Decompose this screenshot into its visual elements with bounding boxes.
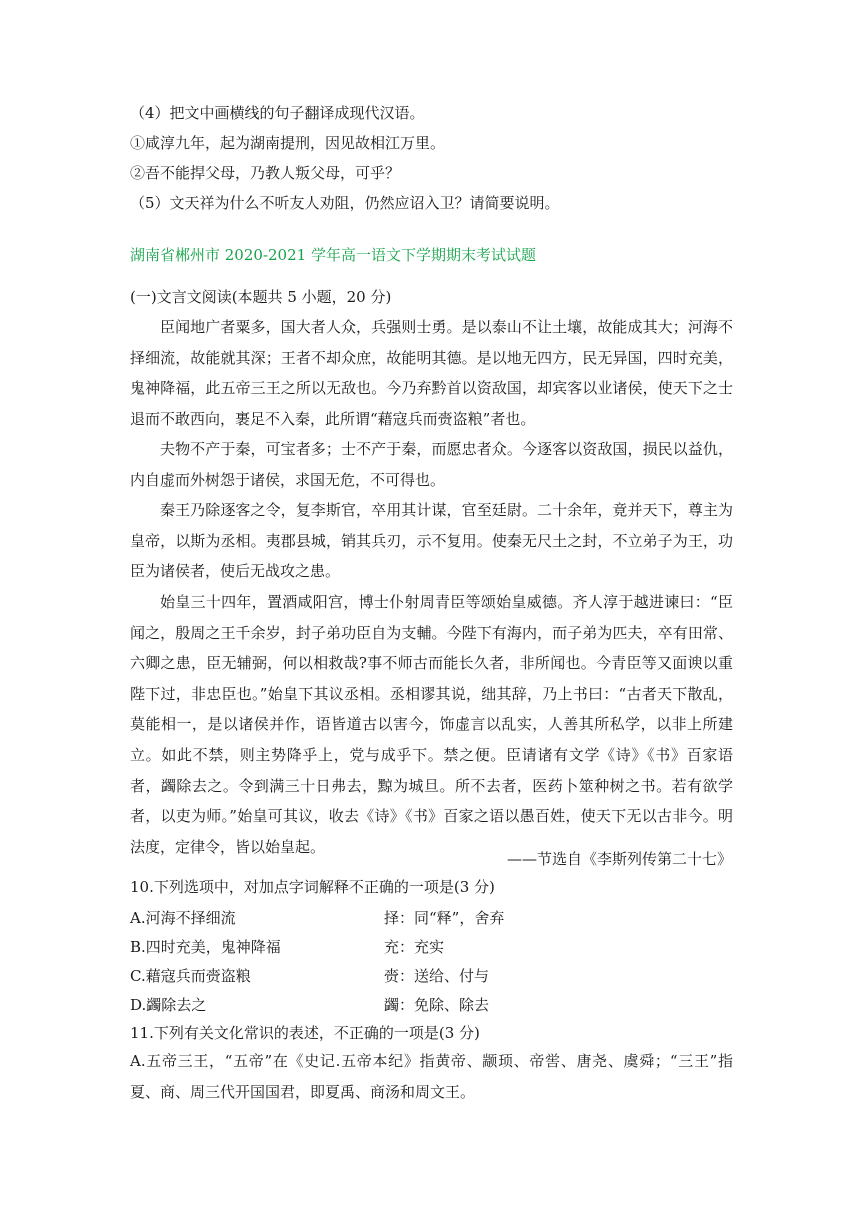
question-4: （4）把文中画横线的句子翻译成现代汉语。 <box>130 104 425 122</box>
q10-option-d: D.蠲除去之 <box>130 996 207 1014</box>
passage-paragraph-3: 秦王乃除逐客之令，复李斯官，卒用其计谋，官至廷尉。二十余年，竟并天下，尊主为皇帝，以斯为丞相。夷郡县城，销其兵刃，示不复用。使秦无尺土之封，不立弟子为王，功臣为诸侯者，使后无战攻之患。 <box>130 501 733 581</box>
q10-option-b-gloss: 充：充实 <box>384 938 445 956</box>
section-title: 湖南省郴州市 2020-2021 学年高一语文下学期期末考试试题 <box>130 246 536 264</box>
q10-option-a: A.河海不择细流 <box>130 909 236 927</box>
passage-paragraph-1: 臣闻地广者粟多，国大者人众，兵强则士勇。是以泰山不让土壤，故能成其大；河海不择细流，故能就其深；王者不却众庶，故能明其德。是以地无四方，民无异国，四时充美，鬼神降福，此五帝三王之所以无敌也。今乃弃黔首以资敌国，却宾客以业诸侯，使天下之士退而不敢西向，裹足不入秦，此所谓“藉寇兵而赍盗粮”者也。 <box>130 318 733 428</box>
question-4-sentence-2: ②吾不能捍父母，乃教人叛父母，可乎？ <box>130 164 401 182</box>
source-citation: ——节选自《李斯列传第二十七》 <box>506 850 732 868</box>
q10-option-c: C.藉寇兵而赍盗粮 <box>130 967 251 985</box>
passage-paragraph-2: 夫物不产于秦，可宝者多；士不产于秦，而愿忠者众。今逐客以资敌国，损民以益仇，内自虚而外树怨于诸侯，求国无危，不可得也。 <box>130 440 733 489</box>
part-heading: (一)文言文阅读(本题共 5 小题，20 分) <box>130 288 392 306</box>
q10-option-a-gloss: 择：同“释”，舍弃 <box>384 909 505 927</box>
q10-option-d-gloss: 蠲：免除、除去 <box>384 996 490 1014</box>
q10-option-b: B.四时充美，鬼神降福 <box>130 938 281 956</box>
question-5: （5）文天祥为什么不听友人劝阻，仍然应诏入卫？请简要说明。 <box>130 194 560 212</box>
question-10-stem: 10.下列选项中，对加点字词解释不正确的一项是(3 分) <box>130 878 495 896</box>
q10-option-c-gloss: 赍：送给、付与 <box>384 967 490 985</box>
passage-paragraph-4: 始皇三十四年，置酒咸阳宫，博士仆射周青臣等颂始皇威德。齐人淳于越进谏曰：“臣闻之，殷周之王千余岁，封子弟功臣自为支輔。今陛下有海内，而子弟为匹夫，卒有田常、六卿之患，臣无辅弼，何以相救哉?事不师古而能长久者，非所闻也。今青臣等又面谀以重陛下过，非忠臣也。”始皇下其议丞相。丞相谬其说，绌其辞，乃上书曰：“古者天下散乱，莫能相一，是以诸侯并作，语皆道古以害今，饰虚言以乱实，人善其所私学，以非上所建立。如此不禁，则主势降乎上，党与成乎下。禁之便。臣请诸有文学《诗》《书》百家语者，蠲除去之。令到满三十日弗去，黥为城旦。所不去者，医药卜筮种树之书。若有欲学者，以吏为师。”始皇可其议，收去《诗》《书》百家之语以愚百姓，使天下无以古非今。明法度，定律令，皆以始皇起。 <box>130 593 733 856</box>
question-4-sentence-1: ①咸淳九年，起为湖南提刑，因见故相江万里。 <box>130 134 446 152</box>
q11-option-a: A.五帝三王，“五帝”在《史记.五帝本纪》指黄帝、颛顼、帝喾、唐尧、虞舜；“三王”指夏、商、周三代开国国君，即夏禹、商汤和周文王。 <box>130 1052 733 1101</box>
question-11-stem: 11.下列有关文化常识的表述，不正确的一项是(3 分) <box>130 1024 480 1042</box>
